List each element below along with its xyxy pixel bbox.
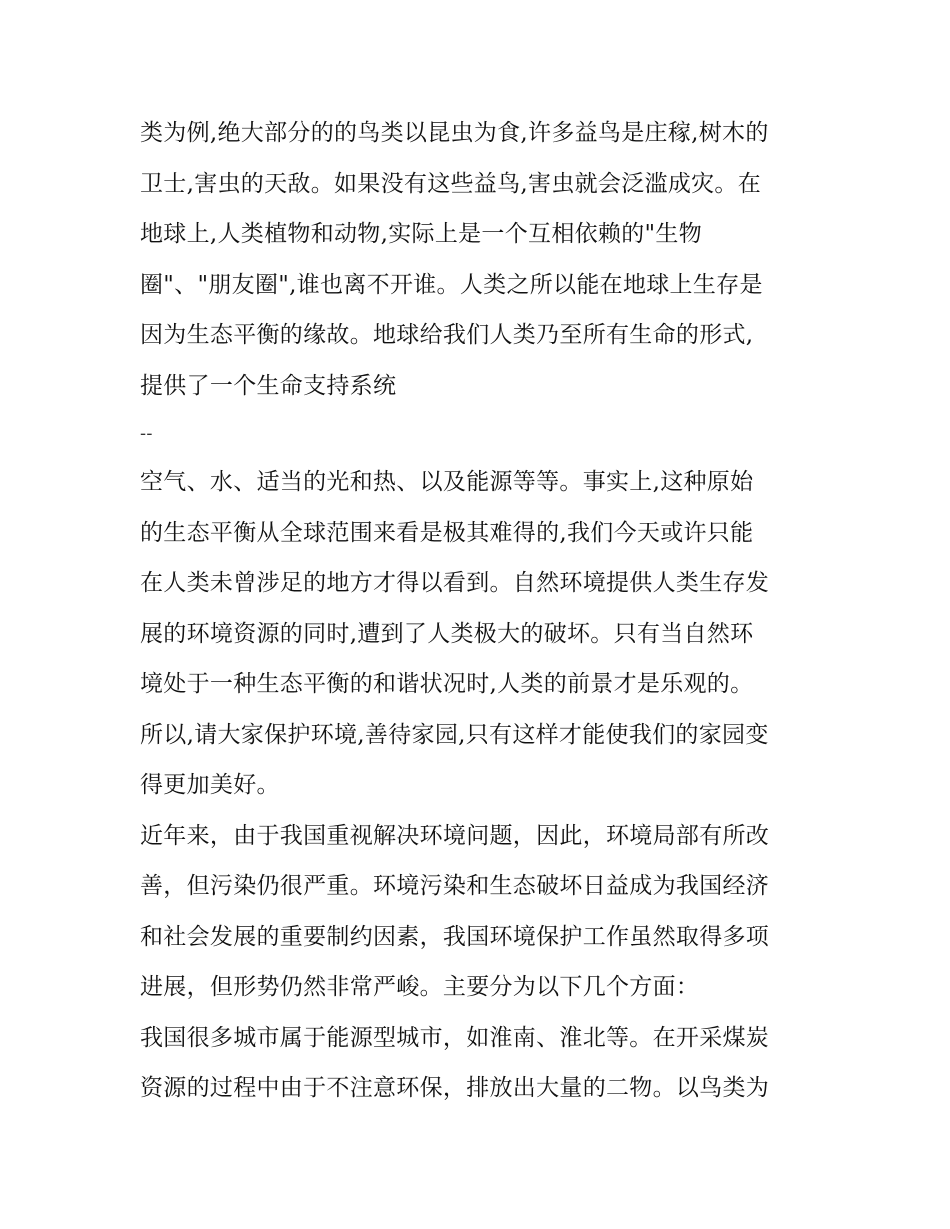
body-text xyxy=(140,108,820,1114)
text-line: 境处于一种生态平衡的和谐状况时,人类的前景才是乐观的。 xyxy=(140,671,754,697)
text-line: 和社会发展的重要制约因素，我国环境保护工作虽然取得多项 xyxy=(140,923,770,950)
text-line: 类为例,绝大部分的的鸟类以昆虫为食,许多益鸟是庄稼,树木的 xyxy=(140,120,769,146)
text-line: 地球上,人类植物和动物,实际上是一个互相依赖的"生物 xyxy=(140,221,703,247)
text-line: 提供了一个生命支持系统 xyxy=(140,372,397,399)
text-line: 进展，但形势仍然非常严峻。主要分为以下几个方面： xyxy=(140,974,700,1000)
text-line: 圈"、"朋友圈",谁也离不开谁。人类之所以能在地球上生存是 xyxy=(140,271,763,298)
text-line: 得更加美好。 xyxy=(140,772,280,798)
separator-line: -- xyxy=(140,423,153,444)
text-line: 卫士,害虫的天敌。如果没有这些益鸟,害虫就会泛滥成灾。在 xyxy=(140,170,762,197)
text-line: 在人类未曾涉足的地方才得以看到。自然环境提供人类生存发 xyxy=(140,570,770,596)
text-line: 所以,请大家保护环境,善待家园,只有这样才能使我们的家园变 xyxy=(140,721,769,748)
text-line: 展的环境资源的同时,遭到了人类极大的破坏。只有当自然环 xyxy=(140,620,754,647)
text-line: 我国很多城市属于能源型城市，如淮南、淮北等。在开采煤炭 xyxy=(140,1024,770,1051)
text-line: 空气、水、适当的光和热、以及能源等等。事实上,这种原始 xyxy=(140,469,754,495)
text-line: 近年来，由于我国重视解决环境问题，因此，环境局部有所改 xyxy=(140,822,770,849)
text-line: 善，但污染仍很严重。环境污染和生态破坏日益成为我国经济 xyxy=(140,873,770,899)
text-line: 资源的过程中由于不注意环保，排放出大量的二物。以鸟类为 xyxy=(140,1075,770,1101)
text-line: 的生态平衡从全球范围来看是极其难得的,我们今天或许只能 xyxy=(140,519,754,546)
text-line: 因为生态平衡的缘故。地球给我们人类乃至所有生命的形式, xyxy=(140,322,754,348)
